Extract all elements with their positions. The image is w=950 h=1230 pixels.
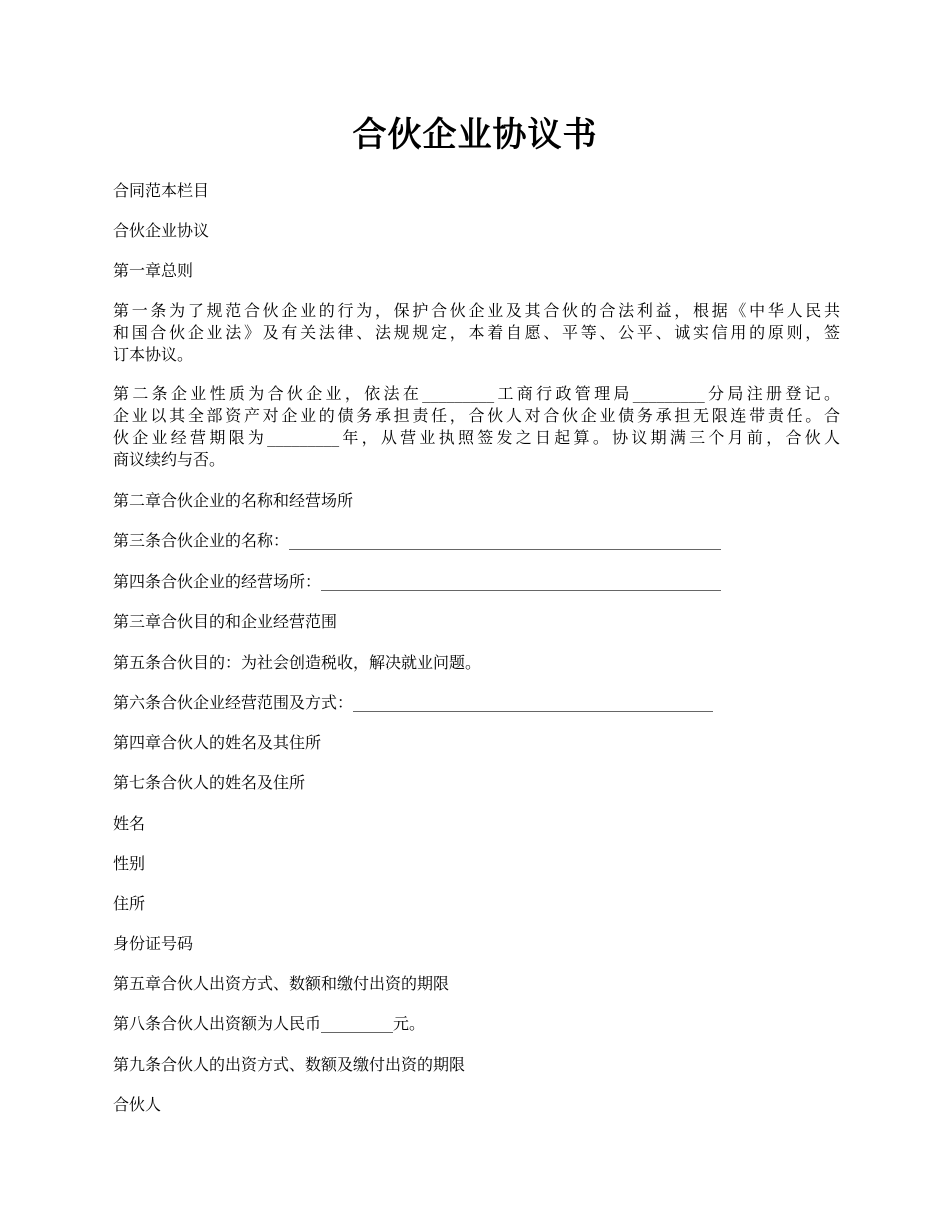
field-label: 合伙人 — [113, 1095, 162, 1114]
text-line: 合伙企业协议 — [113, 221, 210, 240]
paragraph-row: 伙企业经营期限为_________年，从营业执照签发之日起算。协议期满三个月前，合伙人 — [113, 428, 840, 447]
article-line: 第六条合伙企业经营范围及方式：_____________________________________________ — [113, 693, 714, 712]
article-line: 第九条合伙人的出资方式、数额及缴付出资的期限 — [113, 1055, 466, 1074]
document-title: 合伙企业协议书 — [352, 115, 598, 155]
paragraph-row: 订本协议。 — [113, 345, 194, 364]
chapter-heading: 第三章合伙目的和企业经营范围 — [113, 612, 338, 631]
text-line: 合同范本栏目 — [113, 181, 210, 200]
article-line: 第五条合伙目的：为社会创造税收，解决就业问题。 — [113, 653, 482, 672]
article-line: 第三条合伙企业的名称：______________________________________________________ — [113, 531, 722, 550]
paragraph-row: 第一条为了规范合伙企业的行为，保护合伙企业及其合伙的合法利益，根据《中华人民共 — [113, 301, 840, 320]
paragraph-row: 商议续约与否。 — [113, 450, 226, 469]
article-line: 第四条合伙企业的经营场所：__________________________________________________ — [113, 572, 722, 591]
paragraph-row: 和国合伙企业法》及有关法律、法规规定，本着自愿、平等、公平、诚实信用的原则，签 — [113, 323, 840, 342]
chapter-heading: 第二章合伙企业的名称和经营场所 — [113, 491, 354, 510]
chapter-heading: 第一章总则 — [113, 261, 194, 280]
article-paragraph — [113, 300, 840, 366]
paragraph-row: 企业以其全部资产对企业的债务承担责任，合伙人对合伙企业债务承担无限连带责任。合 — [113, 406, 840, 425]
field-label: 姓名 — [113, 814, 146, 833]
article-paragraph — [113, 383, 840, 471]
field-label: 住所 — [113, 894, 146, 913]
field-label: 性别 — [113, 854, 146, 873]
chapter-heading: 第四章合伙人的姓名及其住所 — [113, 733, 322, 752]
article-line: 第八条合伙人出资额为人民币_________元。 — [113, 1014, 426, 1033]
article-line: 第七条合伙人的姓名及住所 — [113, 773, 306, 792]
paragraph-row: 第二条企业性质为合伙企业，依法在_________工商行政管理局_________分局注册登记。 — [113, 384, 840, 403]
field-label: 身份证号码 — [113, 934, 194, 953]
chapter-heading: 第五章合伙人出资方式、数额和缴付出资的期限 — [113, 974, 450, 993]
